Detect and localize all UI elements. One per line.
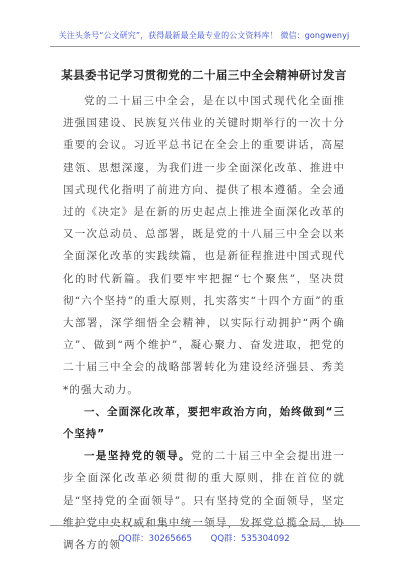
footer-contact [0,532,408,544]
paragraph-text: 党的二十届三中全会提出进一步全面深化改革必须贯彻的重大原则，排在首位的就是“坚持党的全面领导”。只有坚持党的全面领导，坚定维护党中央权威和集中统一领导，发挥党总揽全局、协调各方的领 [63,450,345,552]
document-title: 某县委书记学习贯彻党的二十届三中全会精神研讨发言 [61,68,347,82]
paragraph-intro: 党的二十届三中全会，是在以中国式现代化全面推进强国建设、民族复兴伟业的关键时期举行的一次十分重要的会议。习近平总书记在全会上的重要讲话，高屋建瓴、思想深邃，为我们进一步全面深化改革、推进中国式现代化指明了前进方向、提供了根本遵循。全会通过的《决定》是在新的历史起点上推进全面深化改革的又一次总动员、总部署，既是党的十八届三中全会以来全面深化改革的实践续篇，也是新征程推进中国式现代化的时代新篇。我们要牢牢把握“七个聚焦”，坚决贯彻“六个坚持”的重大原则，扎实落实“十四个方面”的重大部署，深学细悟全会精神，以实际行动拥护“两个确立”、做到“两个维护”，凝心聚力、奋发进取，把党的二十届三中全会的战略部署转化为建设经济强县、秀美*的强大动力。 [63,95,345,396]
footer-qq-group-2: QQ群：535304092 [210,534,290,544]
header-divider [50,46,360,47]
header-banner: 关注头条号“公文研究”，获得最新最全最专业的公文资料库！ 微信：gongwenyj [58,31,350,40]
footer-divider [50,525,360,526]
paragraph-lead: 一是坚持党的领导。 [84,450,191,463]
document-body [63,90,345,556]
footer-qq-group-1: QQ群：30265665 [118,534,192,544]
section-heading-1: 一、全面深化改革，要把牢政治方向，始终做到“三个坚持” [63,405,345,441]
